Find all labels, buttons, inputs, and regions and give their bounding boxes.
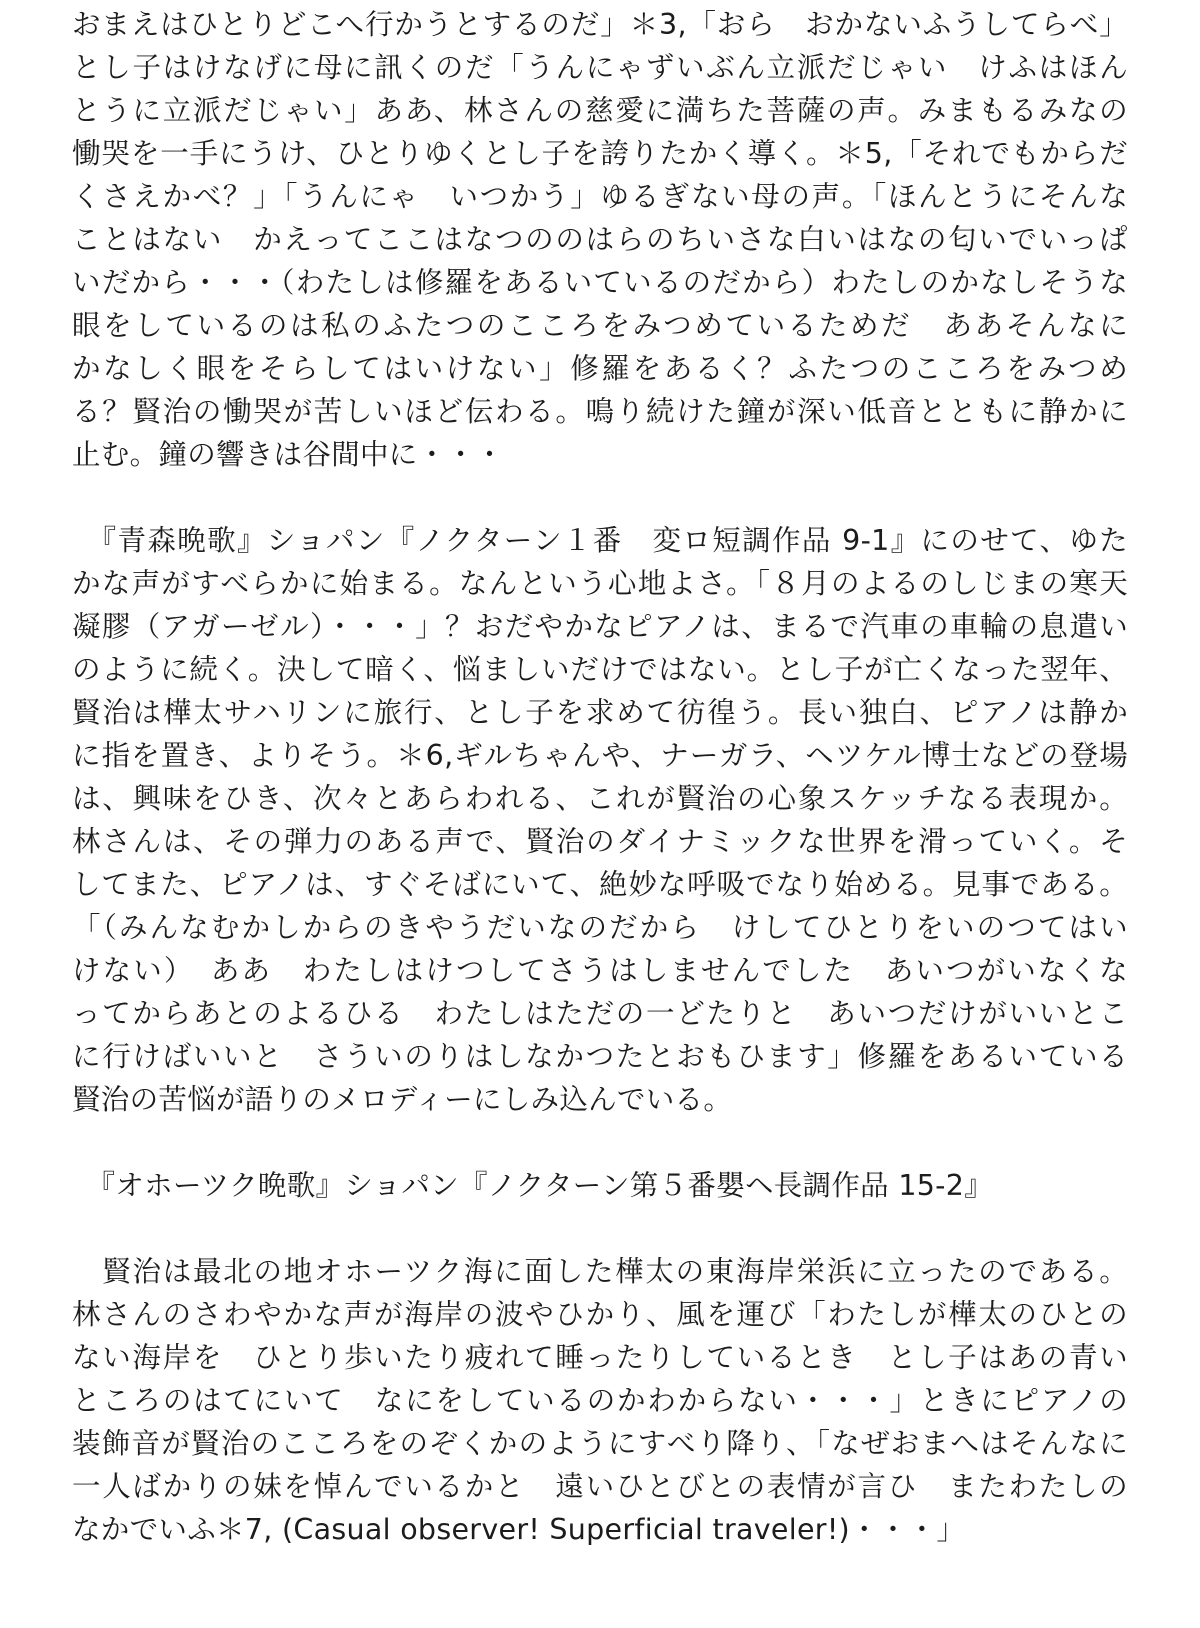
paragraph-2 xyxy=(72,519,1128,1121)
text-line: ところのはてにいて なにをしているのかわからない・・・」ときにピアノの xyxy=(72,1384,1128,1417)
text-line: は、興味をひき、次々とあらわれる、これが賢治の心象スケッチなる表現か。 xyxy=(72,782,1128,815)
text-line: かなしく眼をそらしてはいけない」修羅をあるく？ふたつのこころをみつめ xyxy=(72,352,1128,385)
text-line: おまえはひとりどこへ行かうとするのだ」＊3,「おら おかないふうしてらべ」 xyxy=(72,8,1128,41)
paragraph-gap xyxy=(72,476,1128,519)
text-line: とうに立派だじゃい」ああ、林さんの慈愛に満ちた菩薩の声。みまもるみなの xyxy=(72,94,1128,127)
text-line: る？賢治の慟哭が苦しいほど伝わる。鳴り続けた鐘が深い低音とともに静かに xyxy=(72,395,1128,428)
text-line: に行けばいいと さういのりはしなかつたとおもひます」修羅をあるいている xyxy=(72,1040,1128,1073)
paragraph-1 xyxy=(72,3,1128,476)
text-line: してまた、ピアノは、すぐそばにいて、絶妙な呼吸でなり始める。見事である。 xyxy=(72,868,1128,901)
text-line: くさえかべ？」「うんにゃ いつかう」ゆるぎない母の声。「ほんとうにそんな xyxy=(72,180,1128,213)
paragraph-gap xyxy=(72,1121,1128,1164)
text-line: なかでいふ＊7, (Casual observer! Superficial traveler!)・・・」 xyxy=(72,1513,966,1546)
paragraph-4 xyxy=(72,1250,1128,1551)
paragraph-gap xyxy=(72,1207,1128,1250)
text-line: 『オホーツク晩歌』ショパン『ノクターン第５番嬰ヘ長調作品 15-2』 xyxy=(72,1169,994,1202)
text-line: 林さんは、その弾力のある声で、賢治のダイナミックな世界を滑っていく。そ xyxy=(72,825,1128,858)
text-line: 一人ばかりの妹を悼んでいるかと 遠いひとびとの表情が言ひ またわたしの xyxy=(72,1470,1128,1503)
text-line: 慟哭を一手にうけ、ひとりゆくとし子を誇りたかく導く。＊5,「それでもからだ xyxy=(72,137,1128,170)
document-page xyxy=(72,0,1128,1551)
text-line: 林さんのさわやかな声が海岸の波やひかり、風を運び「わたしが樺太のひとの xyxy=(72,1298,1128,1331)
text-line: ってからあとのよるひる わたしはただの一どたりと あいつだけがいいとこ xyxy=(72,997,1128,1030)
text-line: けない） ああ わたしはけつしてさうはしませんでした あいつがいなくな xyxy=(72,954,1128,987)
text-line: 賢治は最北の地オホーツク海に面した樺太の東海岸栄浜に立ったのである。 xyxy=(72,1255,1128,1288)
text-line: 賢治は樺太サハリンに旅行、とし子を求めて彷徨う。長い独白、ピアノは静か xyxy=(72,696,1128,729)
text-line: ない海岸を ひとり歩いたり疲れて睡ったりしているとき とし子はあの青い xyxy=(72,1341,1128,1374)
text-line: 『青森晩歌』ショパン『ノクターン１番 変ロ短調作品 9-1』にのせて、ゆた xyxy=(72,524,1128,557)
text-line: かな声がすべらかに始まる。なんという心地よさ。「８月のよるのしじまの寒天 xyxy=(72,567,1128,600)
text-line: 凝膠（アガーゼル）・・・」？おだやかなピアノは、まるで汽車の車輪の息遣い xyxy=(72,610,1128,643)
text-line: 賢治の苦悩が語りのメロディーにしみ込んでいる。 xyxy=(72,1083,733,1116)
section-heading-okhotsk xyxy=(72,1164,1128,1207)
text-line: のように続く。決して暗く、悩ましいだけではない。とし子が亡くなった翌年、 xyxy=(72,653,1128,686)
text-line: 眼をしているのは私のふたつのこころをみつめているためだ ああそんなに xyxy=(72,309,1128,342)
text-line: 装飾音が賢治のこころをのぞくかのようにすべり降り、「なぜおまへはそんなに xyxy=(72,1427,1128,1460)
text-line: 止む。鐘の響きは谷間中に・・・ xyxy=(72,438,505,471)
text-line: ことはない かえってここはなつののはらのちいさな白いはなの匂いでいっぱ xyxy=(72,223,1128,256)
text-line: とし子はけなげに母に訊くのだ「うんにゃずいぶん立派だじゃい けふはほん xyxy=(72,51,1128,84)
text-line: いだから・・・（わたしは修羅をあるいているのだから）わたしのかなしそうな xyxy=(72,266,1128,299)
text-line: 「（みんなむかしからのきやうだいなのだから けしてひとりをいのつてはい xyxy=(72,911,1128,944)
text-line: に指を置き、よりそう。＊6,ギルちゃんや、ナーガラ、ヘツケル博士などの登場 xyxy=(72,739,1128,772)
